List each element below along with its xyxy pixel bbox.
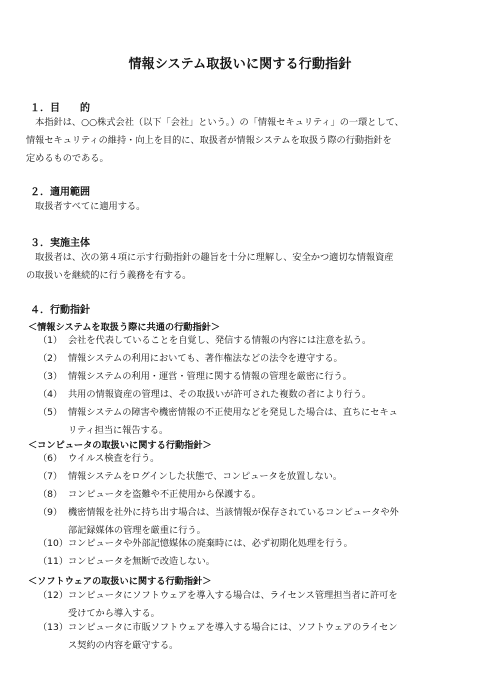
group-computer-title: ＜コンピュータの取扱いに関する行動指針＞ bbox=[28, 440, 212, 451]
item-number: （3） bbox=[38, 371, 63, 382]
section-2-line: 取扱者すべてに適用する。 bbox=[26, 201, 146, 212]
item-text: 会社を代表していることを自覚し、発信する情報の内容には注意を払う。 bbox=[68, 335, 372, 346]
document-title: 情報システム取扱いに関する行動指針 bbox=[128, 57, 352, 72]
section-2-heading: ２．適用範囲 bbox=[30, 187, 90, 198]
section-3-body bbox=[26, 249, 456, 285]
guideline-item bbox=[38, 332, 458, 350]
guideline-item bbox=[38, 386, 458, 404]
item-number: （12） bbox=[38, 590, 69, 601]
item-number: （10） bbox=[38, 538, 69, 549]
section-1-heading: １．目 的 bbox=[30, 103, 90, 114]
section-1-line: 定めるものである。 bbox=[26, 153, 109, 164]
item-text: 情報システムの障害や機密情報の不正使用などを発見した場合は、直ちにセキュ bbox=[68, 407, 398, 418]
item-text-continued: ス契約の内容を厳守する。 bbox=[68, 640, 179, 651]
guideline-item bbox=[38, 404, 458, 440]
guideline-item bbox=[38, 619, 458, 655]
item-number: （7） bbox=[38, 471, 63, 482]
item-number: （4） bbox=[38, 389, 63, 400]
section-3-line: 取扱者は、次の第４項に示す行動指針の趣旨を十分に理解し、安全かつ適切な情報資産 bbox=[26, 252, 394, 263]
item-text: 情報システムをログインした状態で、コンピュータを放置しない。 bbox=[68, 471, 343, 482]
item-number: （1） bbox=[38, 335, 63, 346]
group-common-title: ＜情報システムを取扱う際に共通の行動指針＞ bbox=[28, 322, 221, 333]
item-number: （2） bbox=[38, 353, 63, 364]
item-text: コンピュータを無断で改造しない。 bbox=[68, 556, 215, 567]
item-text: ウイルス検査を行う。 bbox=[68, 453, 160, 464]
item-number: （11） bbox=[38, 556, 69, 567]
item-number: （9） bbox=[38, 507, 63, 518]
item-text: コンピュータに市販ソフトウェアを導入する場合には、ソフトウェアのライセン bbox=[68, 622, 398, 633]
item-number: （13） bbox=[38, 622, 69, 633]
guideline-item bbox=[38, 350, 458, 368]
section-4-heading: ４．行動指針 bbox=[30, 305, 90, 316]
item-text: 共用の情報資産の管理は、その取扱いが許可された複数の者により行う。 bbox=[68, 389, 372, 400]
item-number: （8） bbox=[38, 489, 63, 500]
section-2-body bbox=[26, 198, 456, 216]
item-number: （6） bbox=[38, 453, 63, 464]
guideline-item bbox=[38, 450, 458, 468]
item-text: コンピュータや外部記憶媒体の廃棄時には、必ず初期化処理を行う。 bbox=[68, 538, 353, 549]
item-text-continued: 部記録媒体の管理を厳重に行う。 bbox=[68, 525, 206, 536]
item-text: 情報システムの利用・運営・管理に関する情報の管理を厳密に行う。 bbox=[68, 371, 352, 382]
guideline-item bbox=[38, 368, 458, 386]
section-1-body bbox=[26, 114, 456, 168]
guideline-item bbox=[38, 553, 458, 571]
section-1-line: 本指針は、○○株式会社（以下「会社」という。）の「情報セキュリティ」の一環として、 bbox=[26, 117, 404, 128]
item-text: コンピュータにソフトウェアを導入する場合は、ライセンス管理担当者に許可を bbox=[68, 590, 398, 601]
guideline-item bbox=[38, 486, 458, 504]
section-3-heading: ３．実施主体 bbox=[30, 238, 90, 249]
section-1-line: 情報セキュリティの維持・向上を目的に、取扱者が情報システムを取扱う際の行動指針を bbox=[26, 135, 392, 146]
section-3-line: の取扱いを継続的に行う義務を有する。 bbox=[26, 270, 192, 281]
item-text: 情報システムの利用においても、著作権法などの法令を遵守する。 bbox=[68, 353, 343, 364]
item-text: コンピュータを盗難や不正使用から保護する。 bbox=[68, 489, 261, 500]
guideline-item bbox=[38, 468, 458, 486]
item-number: （5） bbox=[38, 407, 63, 418]
group-software-title: ＜ソフトウェアの取扱いに関する行動指針＞ bbox=[28, 576, 212, 587]
guideline-item bbox=[38, 587, 458, 623]
item-text-continued: リティ担当に報告する。 bbox=[68, 425, 169, 436]
guideline-item bbox=[38, 535, 458, 553]
item-text-continued: 受けてから導入する。 bbox=[68, 608, 160, 619]
item-text: 機密情報を社外に持ち出す場合は、当該情報が保存されているコンピュータや外 bbox=[68, 507, 399, 518]
